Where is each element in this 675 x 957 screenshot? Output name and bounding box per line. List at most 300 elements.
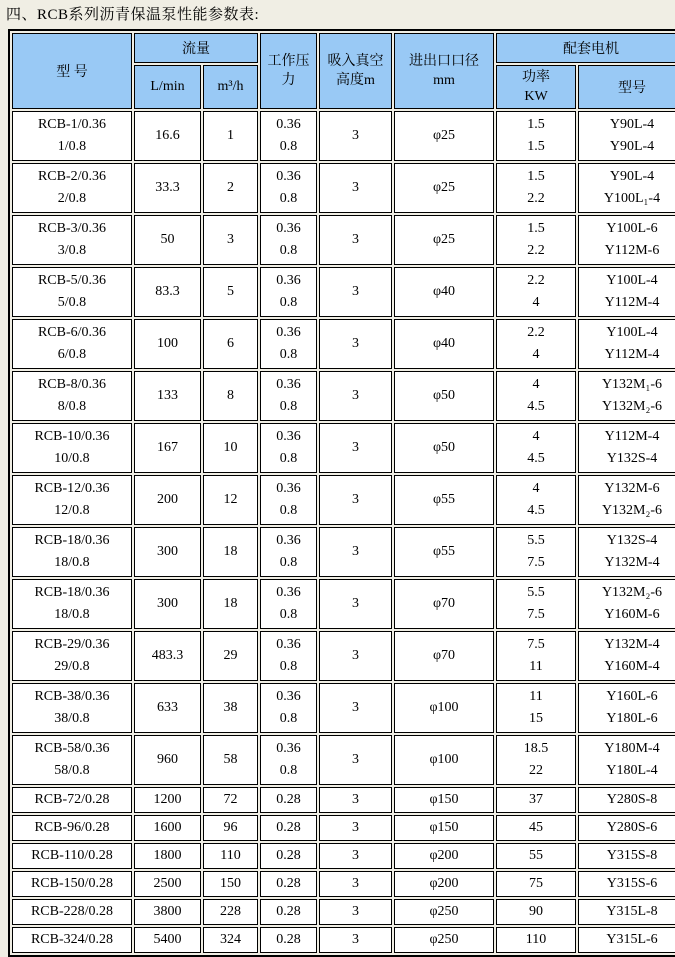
cell-line: 3 [352, 700, 359, 715]
cell-line: Y315S-8 [606, 848, 658, 863]
cell-model [12, 927, 132, 953]
table-row [12, 163, 675, 213]
cell-line: 0.28 [276, 904, 301, 919]
cell-power [496, 527, 576, 577]
cell-line: 3 [352, 284, 359, 299]
cell-line: 0.36 [276, 741, 301, 756]
cell-diameter [394, 843, 494, 869]
cell-line: Y160M-6 [604, 607, 660, 622]
cell-power [496, 787, 576, 813]
cell-power [496, 215, 576, 265]
cell-line: Y90L-4 [609, 169, 655, 184]
cell-model [12, 163, 132, 213]
cell-line: 0.36 [276, 481, 301, 496]
cell-line: 3 [352, 648, 359, 663]
cell-pressure [260, 815, 317, 841]
cell-pressure [260, 843, 317, 869]
cell-model [12, 843, 132, 869]
cell-line: φ250 [429, 904, 459, 919]
cell-line: 483.3 [151, 648, 184, 663]
cell-diameter [394, 423, 494, 473]
cell-line: 0.8 [279, 503, 298, 518]
cell-pressure [260, 579, 317, 629]
cell-line: 0.8 [279, 399, 298, 414]
cell-line: RCB-5/0.36 [37, 273, 107, 288]
cell-line: 0.36 [276, 689, 301, 704]
header-model: 型 号 [12, 33, 132, 109]
cell-m3h [203, 423, 258, 473]
cell-line: Y90L-4 [609, 117, 655, 132]
cell-vacuum [319, 527, 392, 577]
cell-vacuum [319, 163, 392, 213]
cell-diameter [394, 475, 494, 525]
cell-line: φ40 [432, 284, 456, 299]
cell-line: 0.8 [279, 763, 298, 778]
cell-m3h [203, 815, 258, 841]
cell-line: 1/0.8 [57, 139, 87, 154]
cell-line: 5 [227, 284, 234, 299]
header-motor-group: 配套电机 [496, 33, 675, 63]
cell-model [12, 787, 132, 813]
cell-line: φ150 [429, 820, 459, 835]
cell-line: φ100 [429, 752, 459, 767]
cell-line: 3 [352, 904, 359, 919]
cell-line: 1600 [153, 820, 182, 835]
cell-line: 0.36 [276, 377, 301, 392]
cell-line: 3 [352, 336, 359, 351]
cell-lmin [134, 579, 201, 629]
cell-line: 29 [223, 648, 238, 663]
cell-line: RCB-6/0.36 [37, 325, 107, 340]
cell-line: 96 [223, 820, 238, 835]
cell-line: RCB-3/0.36 [37, 221, 107, 236]
cell-line: 960 [157, 752, 178, 767]
cell-motor [578, 371, 675, 421]
table-body [12, 111, 675, 953]
cell-line: 0.28 [276, 876, 301, 891]
table-row [12, 787, 675, 813]
table-row [12, 267, 675, 317]
cell-model [12, 579, 132, 629]
cell-line: 83.3 [155, 284, 180, 299]
cell-line: 55 [529, 848, 543, 863]
cell-line: RCB-38/0.36 [34, 689, 110, 704]
cell-model [12, 871, 132, 897]
cell-line: 高度m [336, 73, 375, 88]
cell-line: 0.36 [276, 325, 301, 340]
cell-lmin [134, 631, 201, 681]
cell-line: φ150 [429, 792, 459, 807]
table-row [12, 871, 675, 897]
cell-vacuum [319, 815, 392, 841]
cell-line: 功率 [522, 70, 550, 85]
cell-line: 0.8 [279, 295, 298, 310]
cell-pressure [260, 899, 317, 925]
cell-line: RCB-1/0.36 [37, 117, 107, 132]
cell-model [12, 631, 132, 681]
cell-m3h [203, 843, 258, 869]
cell-lmin [134, 899, 201, 925]
cell-line: Y180L-4 [606, 763, 658, 778]
cell-line: Y100L-4 [606, 273, 658, 288]
header-flow-lmin: L/min [134, 65, 201, 109]
cell-power [496, 927, 576, 953]
cell-pressure [260, 163, 317, 213]
cell-line: 300 [157, 544, 178, 559]
cell-vacuum [319, 319, 392, 369]
cell-power [496, 111, 576, 161]
cell-line: 1.5 [527, 117, 545, 132]
cell-line: 3 [352, 820, 359, 835]
cell-line: Y132M₂-6 [601, 585, 663, 600]
table-row [12, 371, 675, 421]
cell-line: Y160M-4 [604, 659, 660, 674]
table-row [12, 111, 675, 161]
header-motor-model: 型号 [578, 65, 675, 109]
cell-line: 5/0.8 [57, 295, 87, 310]
cell-m3h [203, 215, 258, 265]
cell-line: Y280S-8 [606, 792, 658, 807]
cell-lmin [134, 423, 201, 473]
cell-motor [578, 163, 675, 213]
cell-line: 15 [529, 711, 543, 726]
cell-lmin [134, 319, 201, 369]
cell-line: 3 [227, 232, 234, 247]
cell-m3h [203, 631, 258, 681]
cell-motor [578, 683, 675, 733]
cell-line: 4 [532, 481, 540, 496]
cell-line: 2.2 [527, 273, 545, 288]
cell-line: 1 [227, 128, 234, 143]
cell-line: 3 [352, 232, 359, 247]
pump-specs-table [8, 29, 675, 957]
cell-diameter [394, 815, 494, 841]
cell-line: RCB-110/0.28 [31, 848, 113, 863]
cell-m3h [203, 579, 258, 629]
cell-line: 75 [529, 876, 543, 891]
table-row [12, 423, 675, 473]
cell-line: 0.8 [279, 711, 298, 726]
cell-line: 5.5 [527, 533, 545, 548]
cell-motor [578, 927, 675, 953]
cell-line: Y112M-4 [604, 295, 660, 310]
cell-line: Y280S-6 [606, 820, 658, 835]
cell-m3h [203, 735, 258, 785]
cell-lmin [134, 843, 201, 869]
cell-line: Y132M-4 [604, 637, 660, 652]
cell-line: Y315S-6 [606, 876, 658, 891]
cell-m3h [203, 527, 258, 577]
cell-model [12, 215, 132, 265]
cell-line: 8/0.8 [57, 399, 87, 414]
cell-m3h [203, 927, 258, 953]
cell-line: 38 [223, 700, 238, 715]
header-row-1 [12, 33, 675, 63]
cell-pressure [260, 527, 317, 577]
cell-line: 5.5 [527, 585, 545, 600]
table-row [12, 527, 675, 577]
cell-diameter [394, 871, 494, 897]
cell-line: 150 [220, 876, 241, 891]
cell-line: 0.28 [276, 820, 301, 835]
cell-line: 22 [529, 763, 543, 778]
cell-line: 工作压 [267, 54, 310, 69]
cell-line: 3 [352, 848, 359, 863]
cell-lmin [134, 683, 201, 733]
cell-model [12, 475, 132, 525]
cell-line: 0.36 [276, 585, 301, 600]
cell-line: 3 [352, 596, 359, 611]
cell-line: 3 [352, 752, 359, 767]
cell-line: Y132M-6 [604, 481, 660, 496]
cell-motor [578, 871, 675, 897]
cell-pressure [260, 475, 317, 525]
cell-vacuum [319, 423, 392, 473]
cell-line: Y100L-6 [606, 221, 658, 236]
cell-line: 0.8 [279, 659, 298, 674]
cell-motor [578, 475, 675, 525]
cell-power [496, 267, 576, 317]
cell-m3h [203, 475, 258, 525]
cell-line: 2 [227, 180, 234, 195]
cell-line: Y132M₂-6 [601, 399, 663, 414]
cell-vacuum [319, 899, 392, 925]
cell-vacuum [319, 267, 392, 317]
cell-line: 0.36 [276, 117, 301, 132]
cell-line: 4 [532, 429, 540, 444]
cell-pressure [260, 683, 317, 733]
cell-line: 进出口口径 [409, 54, 479, 69]
cell-line: 3 [352, 792, 359, 807]
cell-line: φ250 [429, 932, 459, 947]
cell-line: φ50 [432, 440, 456, 455]
cell-lmin [134, 927, 201, 953]
cell-line: 3800 [153, 904, 182, 919]
cell-model [12, 111, 132, 161]
cell-line: 1800 [153, 848, 182, 863]
header-working-pressure [260, 33, 317, 109]
cell-power [496, 843, 576, 869]
cell-line: 3 [352, 492, 359, 507]
cell-line: Y180M-4 [604, 741, 660, 756]
cell-line: 4.5 [527, 451, 545, 466]
cell-model [12, 371, 132, 421]
cell-m3h [203, 871, 258, 897]
cell-line: RCB-10/0.36 [34, 429, 110, 444]
cell-diameter [394, 111, 494, 161]
cell-line: 300 [157, 596, 178, 611]
cell-vacuum [319, 579, 392, 629]
cell-line: 1.5 [527, 169, 545, 184]
cell-line: 1.5 [527, 221, 545, 236]
cell-line: 0.8 [279, 607, 298, 622]
cell-line: 633 [157, 700, 178, 715]
cell-pressure [260, 111, 317, 161]
cell-line: 3/0.8 [57, 243, 87, 258]
cell-line: 4 [532, 295, 540, 310]
cell-line: Y112M-4 [604, 429, 660, 444]
cell-line: Y132S-4 [606, 451, 658, 466]
cell-line: φ70 [432, 596, 456, 611]
cell-line: 11 [529, 689, 543, 704]
cell-m3h [203, 319, 258, 369]
cell-line: φ25 [432, 128, 456, 143]
cell-line: 58 [223, 752, 238, 767]
cell-line: 4.5 [527, 399, 545, 414]
header-flow-m3h: m³/h [203, 65, 258, 109]
cell-power [496, 319, 576, 369]
cell-power [496, 579, 576, 629]
cell-m3h [203, 163, 258, 213]
cell-line: 7.5 [527, 607, 545, 622]
cell-line: Y315L-8 [606, 904, 658, 919]
cell-model [12, 319, 132, 369]
cell-motor [578, 267, 675, 317]
table-row [12, 683, 675, 733]
cell-model [12, 423, 132, 473]
cell-m3h [203, 787, 258, 813]
cell-line: 37 [529, 792, 543, 807]
cell-line: 3 [352, 876, 359, 891]
cell-diameter [394, 163, 494, 213]
cell-line: 29/0.8 [54, 659, 90, 674]
cell-vacuum [319, 631, 392, 681]
cell-line: 0.36 [276, 429, 301, 444]
table-row [12, 899, 675, 925]
cell-line: 2/0.8 [57, 191, 87, 206]
cell-line: Y180L-6 [606, 711, 658, 726]
cell-line: 0.36 [276, 221, 301, 236]
cell-line: 3 [352, 440, 359, 455]
cell-line: 2500 [153, 876, 182, 891]
cell-line: 11 [529, 659, 543, 674]
cell-line: 18/0.8 [54, 555, 90, 570]
cell-line: 10/0.8 [54, 451, 90, 466]
cell-vacuum [319, 735, 392, 785]
cell-line: RCB-72/0.28 [34, 792, 110, 807]
cell-line: 50 [160, 232, 175, 247]
cell-vacuum [319, 371, 392, 421]
cell-lmin [134, 871, 201, 897]
cell-line: 3 [352, 544, 359, 559]
cell-vacuum [319, 475, 392, 525]
cell-line: 110 [525, 932, 547, 947]
cell-line: 16.6 [155, 128, 180, 143]
cell-line: 6/0.8 [57, 347, 87, 362]
cell-line: 0.8 [279, 139, 298, 154]
cell-line: 200 [157, 492, 178, 507]
cell-line: 133 [157, 388, 178, 403]
cell-m3h [203, 267, 258, 317]
cell-diameter [394, 371, 494, 421]
cell-vacuum [319, 843, 392, 869]
cell-diameter [394, 267, 494, 317]
cell-line: RCB-58/0.36 [34, 741, 110, 756]
cell-line: 18 [223, 544, 238, 559]
cell-line: 0.8 [279, 555, 298, 570]
cell-power [496, 815, 576, 841]
cell-line: Y132M₂-6 [601, 503, 663, 518]
table-row [12, 843, 675, 869]
cell-line: 5400 [153, 932, 182, 947]
cell-lmin [134, 527, 201, 577]
header-suction-vacuum [319, 33, 392, 109]
cell-motor [578, 899, 675, 925]
cell-line: 0.36 [276, 273, 301, 288]
cell-line: 324 [220, 932, 241, 947]
cell-line: φ200 [429, 848, 459, 863]
cell-lmin [134, 267, 201, 317]
cell-diameter [394, 927, 494, 953]
cell-line: 力 [281, 73, 296, 88]
cell-diameter [394, 215, 494, 265]
cell-vacuum [319, 871, 392, 897]
table-row [12, 735, 675, 785]
header-flow-group: 流量 [134, 33, 258, 63]
cell-line: RCB-2/0.36 [37, 169, 107, 184]
cell-lmin [134, 787, 201, 813]
cell-vacuum [319, 215, 392, 265]
cell-diameter [394, 631, 494, 681]
cell-line: 3 [352, 388, 359, 403]
cell-motor [578, 215, 675, 265]
cell-line: 8 [227, 388, 234, 403]
cell-line: 0.8 [279, 243, 298, 258]
cell-power [496, 423, 576, 473]
cell-motor [578, 319, 675, 369]
cell-line: 12/0.8 [54, 503, 90, 518]
cell-motor [578, 843, 675, 869]
table-row [12, 815, 675, 841]
cell-line: 2.2 [527, 191, 545, 206]
cell-line: Y160L-6 [606, 689, 658, 704]
cell-line: RCB-29/0.36 [34, 637, 110, 652]
cell-line: Y112M-4 [604, 347, 660, 362]
cell-diameter [394, 787, 494, 813]
cell-line: KW [524, 89, 548, 104]
page-title: 四、RCB系列沥青保温泵性能参数表: [6, 7, 260, 23]
cell-line: 1.5 [527, 139, 545, 154]
cell-power [496, 683, 576, 733]
cell-line: 1200 [153, 792, 182, 807]
cell-diameter [394, 735, 494, 785]
table-row [12, 631, 675, 681]
cell-line: 3 [352, 932, 359, 947]
cell-line: φ40 [432, 336, 456, 351]
cell-lmin [134, 163, 201, 213]
cell-diameter [394, 683, 494, 733]
cell-line: 110 [220, 848, 241, 863]
cell-vacuum [319, 927, 392, 953]
header-motor-power [496, 65, 576, 109]
cell-vacuum [319, 787, 392, 813]
cell-line: φ100 [429, 700, 459, 715]
table-row [12, 579, 675, 629]
cell-power [496, 163, 576, 213]
cell-line: RCB-324/0.28 [30, 932, 114, 947]
cell-vacuum [319, 683, 392, 733]
cell-line: Y90L-4 [609, 139, 655, 154]
cell-line: φ25 [432, 232, 456, 247]
cell-line: 58/0.8 [54, 763, 90, 778]
cell-line: 18/0.8 [54, 607, 90, 622]
cell-line: Y100L₁-4 [603, 191, 661, 206]
cell-line: φ50 [432, 388, 456, 403]
cell-line: 10 [223, 440, 238, 455]
cell-line: 2.2 [527, 243, 545, 258]
cell-line: 228 [220, 904, 241, 919]
cell-power [496, 871, 576, 897]
